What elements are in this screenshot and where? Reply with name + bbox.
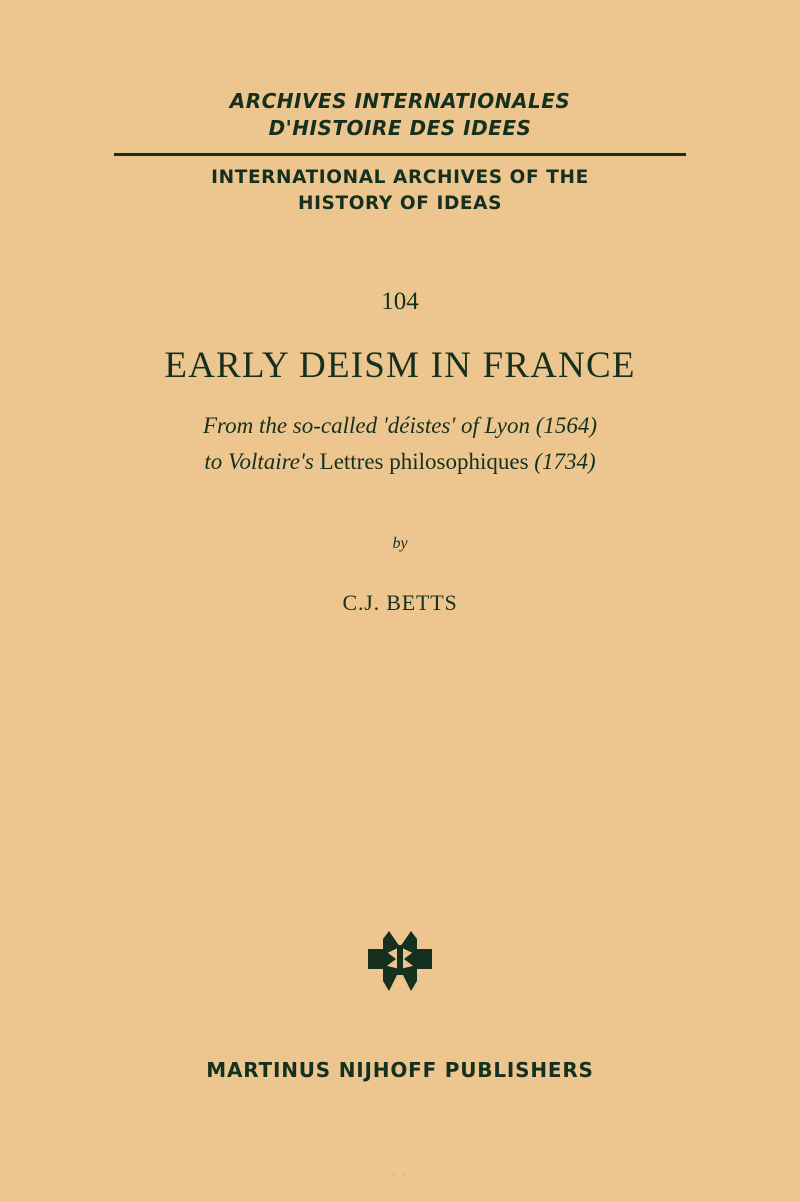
volume-number: 104 [381,288,419,315]
subtitle-line-2-part-3: (1734) [528,448,596,474]
subtitle-line-2 [0,444,800,480]
series-header [0,88,800,217]
publisher-logo [0,925,800,997]
series-divider-rule [114,153,686,156]
series-title-english-line-2: HISTORY OF IDEAS [297,192,503,214]
series-title-english [0,165,800,217]
author-name: C.J. BETTS [342,590,458,615]
book-subtitle [0,408,800,479]
series-title-french-line-1: ARCHIVES INTERNATIONALES [229,89,571,113]
subtitle-line-2-part-1: to Voltaire's [204,448,320,474]
subtitle-line-2-part-2: Lettres philosophiques [319,448,529,474]
publisher-name: MARTINUS NIJHOFF PUBLISHERS [206,1058,594,1082]
series-title-french [0,88,800,142]
book-title: EARLY DEISM IN FRANCE [164,345,636,386]
subtitle-line-1: From the so-called 'déistes' of Lyon (1564) [202,413,598,438]
bottom-mark: - - [391,1168,409,1180]
byline: by [392,535,408,552]
series-title-french-line-2: D'HISTOIRE DES IDEES [268,116,532,140]
series-title-english-line-1: INTERNATIONAL ARCHIVES OF THE [211,167,589,188]
